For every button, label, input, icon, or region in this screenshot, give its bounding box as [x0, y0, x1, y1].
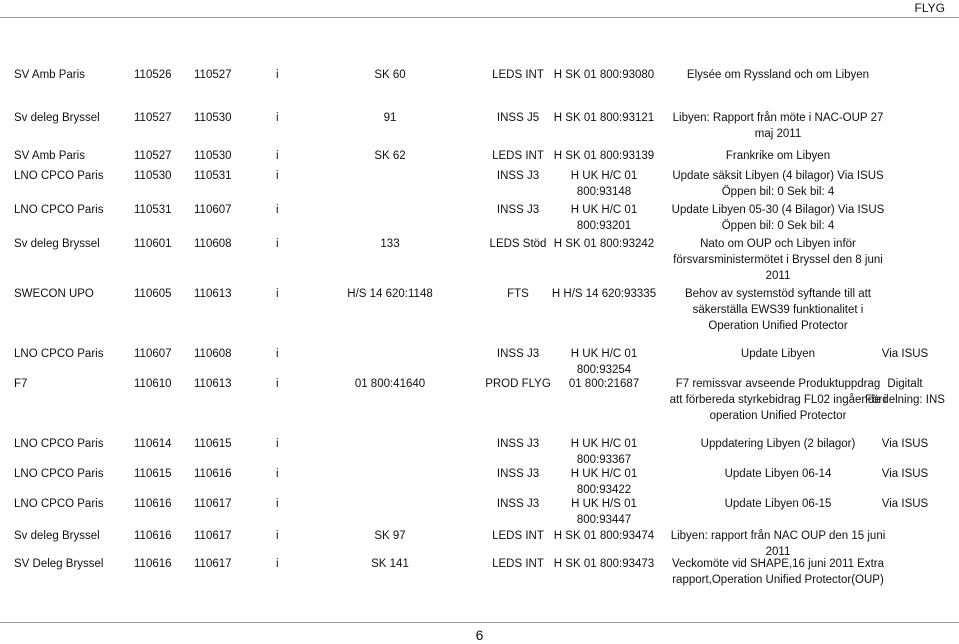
- cell-typ: i: [276, 530, 279, 542]
- cell-avs: LNO CPCO Paris: [14, 468, 104, 480]
- cell-id: H SK 01 800:93121: [553, 112, 655, 124]
- cell-id: 01 800:21687: [568, 378, 640, 390]
- cell-avs: SV Amb Paris: [14, 150, 85, 162]
- cell-id: H UK H/C 01 800:93367: [570, 438, 638, 466]
- cell-id: H SK 01 800:93242: [553, 238, 655, 250]
- cell-id: H UK H/S 01 800:93447: [571, 498, 637, 526]
- cell-typ: i: [276, 112, 279, 124]
- cell-to: 110527: [194, 69, 232, 81]
- cell-avs: F7: [14, 378, 28, 390]
- cell-from: 110616: [134, 498, 172, 510]
- cell-from: 110527: [134, 150, 172, 162]
- cell-typ: i: [276, 238, 279, 250]
- cell-ref: 91: [383, 112, 397, 124]
- cell-typ: i: [276, 170, 279, 182]
- cell-dist: INSS J3: [496, 170, 540, 182]
- cell-note: Digitalt Fördelning: INS: [865, 378, 945, 406]
- cell-avs: Sv deleg Bryssel: [14, 112, 100, 124]
- cell-dist: LEDS INT: [492, 558, 544, 570]
- cell-avs: Sv deleg Bryssel: [14, 530, 100, 542]
- page-number: 6: [475, 627, 484, 643]
- cell-subject: Update Libyen 06-15: [724, 498, 832, 510]
- cell-subject: Update Libyen 06-14: [724, 468, 832, 480]
- cell-id: H UK H/C 01 800:93148: [570, 170, 638, 198]
- cell-dist: LEDS INT: [492, 150, 544, 162]
- cell-to: 110608: [194, 348, 232, 360]
- cell-from: 110616: [134, 530, 172, 542]
- cell-to: 110530: [194, 150, 232, 162]
- cell-to: 110613: [194, 378, 232, 390]
- cell-avs: Sv deleg Bryssel: [14, 238, 100, 250]
- cell-to: 110607: [194, 204, 232, 216]
- cell-from: 110616: [134, 558, 172, 570]
- section-label: FLYG: [914, 1, 945, 15]
- cell-ref: 133: [380, 238, 400, 250]
- cell-dist: INSS J5: [496, 112, 540, 124]
- cell-id: H H/S 14 620:93335: [551, 288, 657, 300]
- cell-subject: F7 remissvar avseende Produktuppdrag att förbereda styrkebidrag FL02 ingående i operation Unified Protector: [669, 378, 887, 422]
- cell-typ: i: [276, 348, 279, 360]
- cell-from: 110601: [134, 238, 172, 250]
- cell-avs: LNO CPCO Paris: [14, 348, 104, 360]
- cell-ref: 01 800:41640: [354, 378, 426, 390]
- cell-to: 110613: [194, 288, 232, 300]
- cell-to: 110531: [194, 170, 232, 182]
- cell-typ: i: [276, 468, 279, 480]
- cell-dist: FTS: [507, 288, 529, 300]
- cell-avs: SV Deleg Bryssel: [14, 558, 104, 570]
- cell-typ: i: [276, 204, 279, 216]
- cell-subject: Libyen: rapport från NAC OUP den 15 juni 2011: [670, 530, 886, 558]
- cell-from: 110607: [134, 348, 172, 360]
- cell-avs: SWECON UPO: [14, 288, 94, 300]
- cell-id: H UK H/C 01 800:93201: [570, 204, 638, 232]
- cell-ref: SK 60: [374, 69, 406, 81]
- cell-id: H SK 01 800:93139: [553, 150, 655, 162]
- cell-typ: i: [276, 288, 279, 300]
- cell-subject: Frankrike om Libyen: [725, 150, 831, 162]
- cell-id: H UK H/C 01 800:93254: [570, 348, 638, 376]
- cell-ref: SK 62: [374, 150, 406, 162]
- cell-dist: LEDS INT: [492, 69, 544, 81]
- cell-to: 110617: [194, 530, 232, 542]
- cell-typ: i: [276, 558, 279, 570]
- cell-from: 110527: [134, 112, 172, 124]
- cell-avs: LNO CPCO Paris: [14, 498, 104, 510]
- cell-dist: PROD FLYG: [485, 378, 551, 390]
- cell-ref: H/S 14 620:1148: [347, 288, 433, 300]
- cell-dist: INSS J3: [496, 438, 540, 450]
- cell-dist: LEDS Stöd: [489, 238, 547, 250]
- cell-ref: SK 97: [374, 530, 406, 542]
- cell-id: H SK 01 800:93474: [553, 530, 655, 542]
- cell-typ: i: [276, 378, 279, 390]
- cell-id: H SK 01 800:93080: [553, 69, 655, 81]
- cell-dist: LEDS INT: [492, 530, 544, 542]
- cell-subject: Nato om OUP och Libyen inför försvarsministermötet i Bryssel den 8 juni 2011: [673, 238, 883, 282]
- cell-subject: Elysée om Ryssland och om Libyen: [686, 69, 870, 81]
- cell-dist: INSS J3: [496, 204, 540, 216]
- cell-note: Via ISUS: [881, 498, 929, 510]
- cell-avs: LNO CPCO Paris: [14, 170, 104, 182]
- cell-from: 110530: [134, 170, 172, 182]
- cell-note: Via ISUS: [881, 348, 929, 360]
- cell-subject: Update Libyen: [740, 348, 816, 360]
- cell-avs: LNO CPCO Paris: [14, 438, 104, 450]
- cell-from: 110526: [134, 69, 172, 81]
- cell-ref: SK 141: [371, 558, 409, 570]
- cell-avs: SV Amb Paris: [14, 69, 85, 81]
- cell-note: Via ISUS: [881, 468, 929, 480]
- cell-subject: Update Libyen 05-30 (4 Bilagor) Via ISUS Öppen bil: 0 Sek bil: 4: [671, 204, 885, 232]
- cell-subject: Veckomöte vid SHAPE,16 juni 2011 Extra rapport,Operation Unified Protector(OUP): [671, 558, 884, 586]
- cell-typ: i: [276, 69, 279, 81]
- cell-to: 110617: [194, 498, 232, 510]
- cell-avs: LNO CPCO Paris: [14, 204, 104, 216]
- cell-to: 110608: [194, 238, 232, 250]
- cell-subject: Behov av systemstöd syftande till att säkerställa EWS39 funktionalitet i Operation Unified Protector: [684, 288, 871, 332]
- cell-typ: i: [276, 498, 279, 510]
- cell-id: H SK 01 800:93473: [553, 558, 655, 570]
- cell-to: 110530: [194, 112, 232, 124]
- cell-subject: Libyen: Rapport från möte i NAC-OUP 27 maj 2011: [672, 112, 884, 140]
- cell-typ: i: [276, 150, 279, 162]
- cell-from: 110610: [134, 378, 172, 390]
- cell-typ: i: [276, 438, 279, 450]
- cell-subject: Update säksit Libyen (4 bilagor) Via ISUS Öppen bil: 0 Sek bil: 4: [672, 170, 884, 198]
- cell-from: 110614: [134, 438, 172, 450]
- cell-from: 110615: [134, 468, 172, 480]
- cell-dist: INSS J3: [496, 348, 540, 360]
- cell-from: 110605: [134, 288, 172, 300]
- cell-to: 110616: [194, 468, 232, 480]
- cell-dist: INSS J3: [496, 468, 540, 480]
- cell-to: 110615: [194, 438, 232, 450]
- header-band: [0, 0, 959, 17]
- cell-to: 110617: [194, 558, 232, 570]
- cell-id: H UK H/C 01 800:93422: [570, 468, 638, 496]
- cell-subject: Uppdatering Libyen (2 bilagor): [700, 438, 856, 450]
- cell-from: 110531: [134, 204, 172, 216]
- cell-dist: INSS J3: [496, 498, 540, 510]
- cell-note: Via ISUS: [881, 438, 929, 450]
